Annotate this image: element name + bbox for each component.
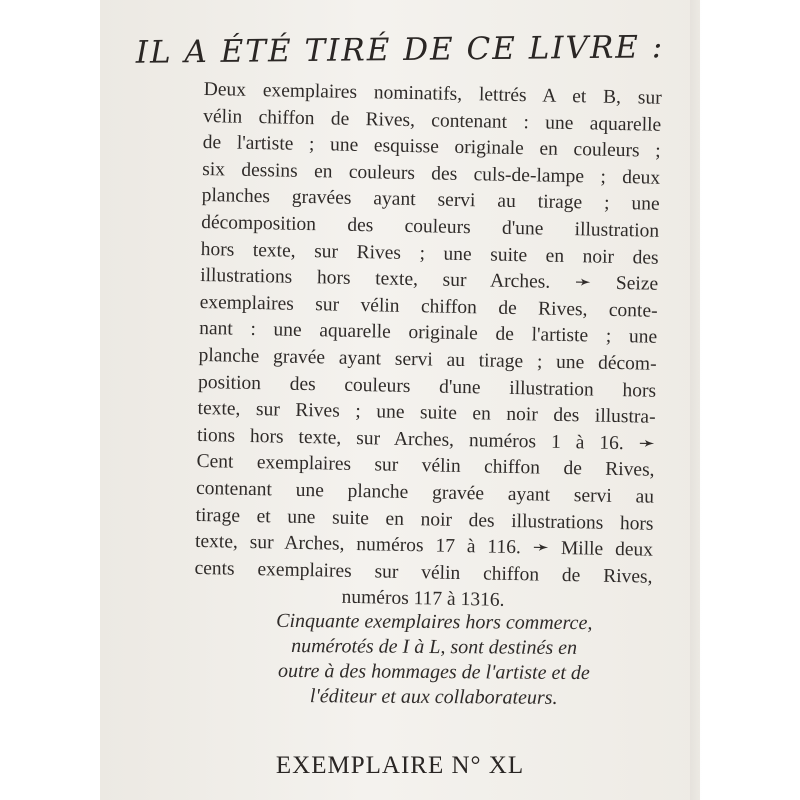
body-line: texte, sur Arches, numéros 17 à 116. ➛ Mille deux bbox=[194, 531, 654, 561]
colophon-body bbox=[194, 77, 662, 618]
colophon-heading: IL A ÉTÉ TIRÉ DE CE LIVRE : bbox=[135, 29, 665, 71]
body-line: vélin chiffon de Rives, contenant : une aquarelle bbox=[203, 105, 662, 136]
body-line: six dessins en couleurs des culs-de-lampe ; deux bbox=[202, 158, 661, 189]
note-line: l'éditeur et aux collaborateurs. bbox=[309, 685, 558, 709]
body-line: illustrations hors texte, sur Arches. ➛ Seize bbox=[199, 265, 659, 295]
body-line: planche gravée ayant servi au tirage ; une décom- bbox=[198, 344, 657, 375]
note-line: Cinquante exemplaires hors commerce, bbox=[276, 609, 593, 635]
hors-commerce-note bbox=[214, 608, 655, 711]
body-line: position des couleurs d'une illustration hors bbox=[197, 371, 657, 402]
body-line-final: numéros 117 à 1316. bbox=[341, 587, 505, 612]
body-line: de l'artiste ; une esquisse originale en couleurs ; bbox=[202, 132, 661, 162]
body-line: nant : une aquarelle originale de l'artiste ; une bbox=[198, 318, 658, 349]
copy-number: EXEMPLAIRE N° XL bbox=[275, 752, 525, 779]
body-line: hors texte, sur Rives ; une suite en noir des bbox=[200, 238, 659, 269]
body-line: texte, sur Rives ; une suite en noir des illustra- bbox=[197, 398, 656, 428]
body-line: contenant une planche gravée ayant servi au bbox=[195, 477, 655, 508]
note-line: numérotés de I à L, sont destinés en bbox=[291, 635, 578, 659]
body-line: Deux exemplaires nominatifs, lettrés A et B, sur bbox=[203, 78, 662, 109]
body-line: cents exemplaires sur vélin chiffon de Rives, bbox=[194, 557, 653, 588]
body-line: exemplaires sur vélin chiffon de Rives, conte- bbox=[199, 291, 658, 322]
note-line: outre à des hommages de l'artiste et de bbox=[277, 659, 590, 685]
page-edge-shadow bbox=[690, 0, 702, 800]
body-line: planches gravées ayant servi au tirage ; une bbox=[201, 185, 660, 216]
body-line: Cent exemplaires sur vélin chiffon de Rives, bbox=[196, 451, 655, 482]
body-line: décomposition des couleurs d'une illustration bbox=[201, 211, 660, 242]
body-line: tions hors texte, sur Arches, numéros 1 à 16. ➛ bbox=[196, 424, 656, 455]
body-line: tirage et une suite en noir des illustrations hors bbox=[195, 504, 654, 535]
